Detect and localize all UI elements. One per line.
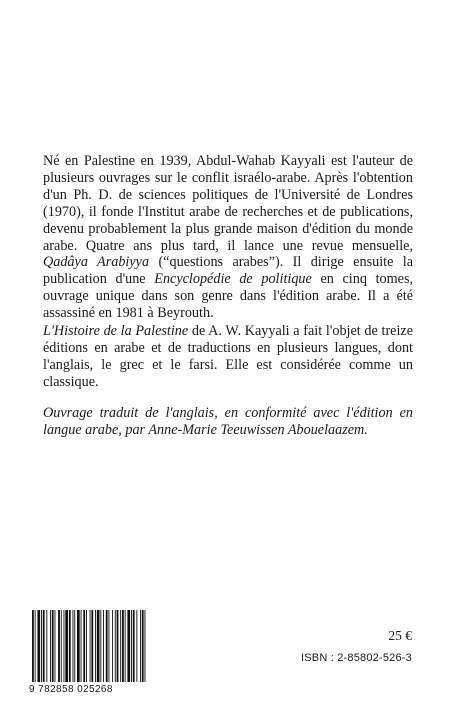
barcode-bar — [86, 610, 87, 682]
barcode-bar — [73, 610, 74, 682]
barcode-bar — [127, 610, 130, 682]
barcode-bar — [120, 610, 121, 682]
bio-text-2: (“questions arabes”). Il dirige ensuite la publication d'une — [43, 254, 413, 288]
encyclopedia-title: Encyclopédie de politique — [154, 271, 312, 288]
barcode-bar — [37, 610, 40, 682]
barcode-bar — [77, 610, 80, 682]
barcode-bar — [112, 610, 113, 682]
barcode-bar — [46, 610, 47, 682]
translation-note: Ouvrage traduit de l'anglais, en conformité avec l'édition en langue arabe, par Anne-Marie Teeuwissen Abouelaazem. — [43, 405, 413, 438]
barcode-bar — [122, 610, 124, 682]
barcode-bar — [41, 610, 42, 682]
book-description-text: de A. W. Kayyali a fait l'objet de treize éditions en arabe et de traductions en plusieurs langues, dont l'anglais, le grec et le farsi. Elle est considérée comme un classique. — [43, 323, 414, 390]
barcode-bar — [69, 610, 71, 682]
barcode-bar — [100, 610, 101, 682]
barcode-bar — [52, 610, 54, 682]
barcode-bar — [136, 610, 137, 682]
barcode-bar — [131, 610, 132, 682]
barcode-bar — [125, 610, 126, 682]
barcode-bar — [97, 610, 100, 682]
barcode-bar — [90, 610, 91, 682]
barcode-bar — [142, 610, 144, 682]
barcode-bar — [95, 610, 96, 682]
barcode-bar — [32, 610, 34, 682]
barcode-bar — [91, 610, 93, 682]
book-title: L'Histoire de la Palestine — [43, 323, 189, 339]
bio-text-1: Né en Palestine en 1939, Abdul-Wahab Kayyali est l'auteur de plusieurs ouvrages sur le conflit israélo-arabe. Après l'obtention d'un Ph. D. de sciences politiques de l'Université de Londres (1970), il fonde l'Institut arabe de recherches et de publications, devenu probablement la plus grande maison d'édition du monde arabe. Quatre ans plus tard, il lance une revue mensuelle, — [43, 153, 413, 254]
barcode-bar — [74, 610, 75, 682]
barcode-bar — [55, 610, 56, 682]
price: 25 € — [388, 628, 412, 643]
barcode-bar — [61, 610, 62, 682]
barcode-bar — [106, 610, 108, 682]
book-description — [43, 323, 413, 391]
barcode-bar — [133, 610, 135, 682]
barcode-bar — [65, 610, 68, 682]
barcode-bar — [43, 610, 45, 682]
barcode-digits: 9 782858 025268 — [29, 684, 113, 695]
barcode-bar — [109, 610, 110, 682]
bio-text-3: en cinq tomes, ouvrage unique dans son genre dans l'édition arabe. Il a été assassiné en 1981 à Beyrouth. — [43, 271, 414, 322]
isbn: ISBN : 2-85802-526-3 — [300, 652, 412, 664]
barcode-bar — [103, 610, 104, 682]
barcode-bar — [117, 610, 119, 682]
barcode-bar — [115, 610, 116, 682]
barcode-bar — [58, 610, 60, 682]
barcode-bar — [83, 610, 85, 682]
barcode-bar — [35, 610, 36, 682]
author-bio — [43, 153, 413, 322]
barcode-bar — [140, 610, 141, 682]
barcode — [31, 610, 146, 682]
barcode-bar — [145, 610, 146, 682]
barcode-bar — [50, 610, 51, 682]
journal-title: Qadâya Arabiyya — [43, 254, 150, 271]
barcode-bar — [64, 610, 65, 682]
barcode-bar — [81, 610, 82, 682]
